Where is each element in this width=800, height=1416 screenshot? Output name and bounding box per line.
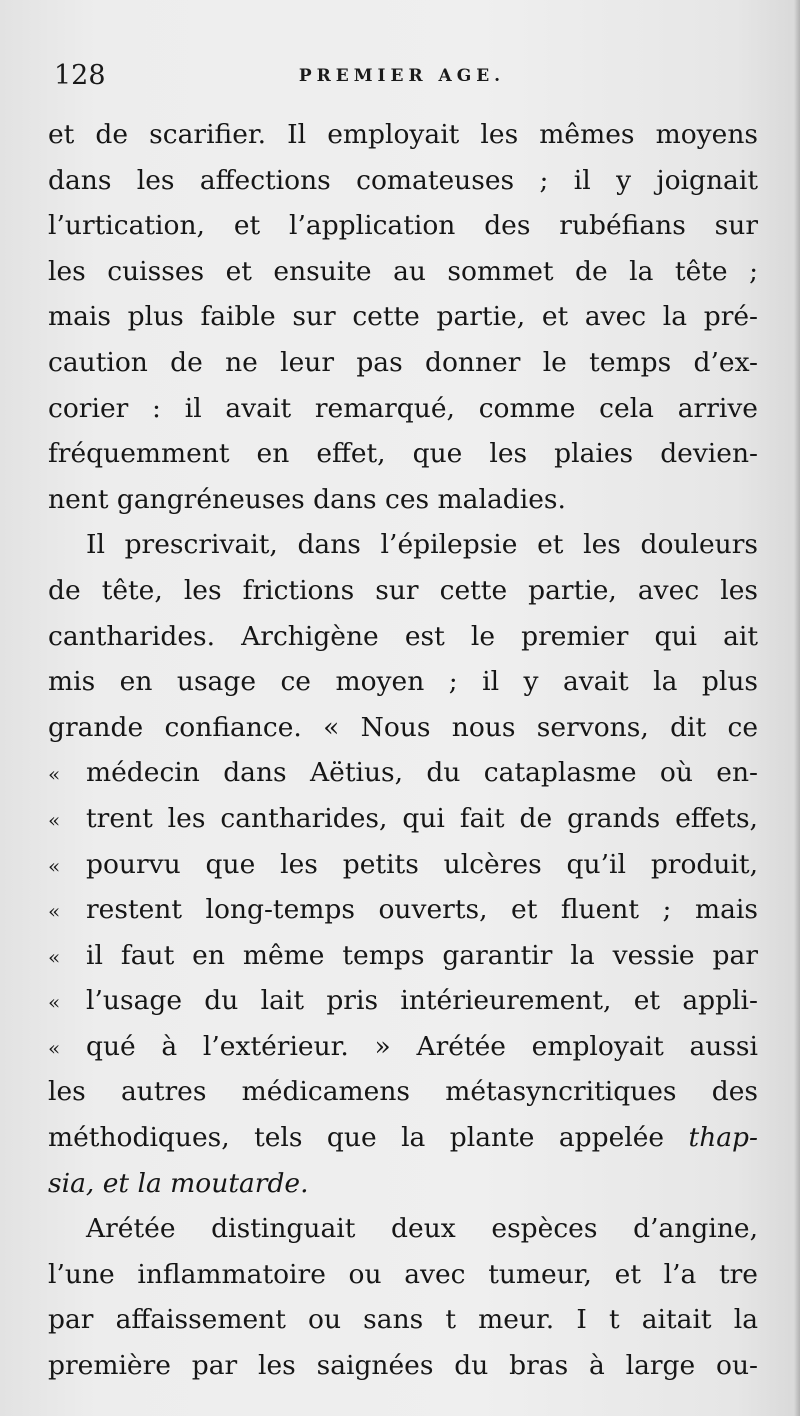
page-edge-shadow bbox=[794, 0, 800, 1416]
quote-line: « restent long-temps ouverts, et fluent ; mais bbox=[48, 887, 758, 933]
text-line: dans les affections comateuses ; il y joignait bbox=[48, 164, 758, 196]
body-text bbox=[48, 112, 758, 1389]
quote-mark: « bbox=[48, 762, 61, 787]
text-line: par affaissement ou sans t meur. I t aitait la bbox=[48, 1304, 758, 1336]
text-line: caution de ne leur pas donner le temps d’ex- bbox=[48, 346, 758, 378]
quote-line: « l’usage du lait pris intérieurement, et appli- bbox=[48, 978, 758, 1024]
running-head: PREMIER AGE. bbox=[298, 66, 506, 86]
page-number: 128 bbox=[54, 60, 106, 91]
quote-mark: « bbox=[48, 899, 61, 924]
text-line: de tête, les frictions sur cette partie, avec les bbox=[48, 574, 758, 606]
paragraph-start-line: Arétée distinguait deux espèces d’angine, bbox=[86, 1213, 758, 1245]
text-line: l’urtication, et l’application des rubéfians sur bbox=[48, 210, 758, 242]
paragraph-start-line: Il prescrivait, dans l’épilepsie et les douleurs bbox=[86, 529, 758, 561]
quote-mark: « bbox=[48, 944, 61, 969]
quote-mark: « bbox=[48, 1035, 61, 1060]
text-line: corier : il avait remarqué, comme cela arrive bbox=[48, 392, 758, 424]
text-line: première par les saignées du bras à large ou- bbox=[48, 1350, 758, 1382]
text-line: l’une inflammatoire ou avec tumeur, et l’a tre bbox=[48, 1258, 758, 1290]
text-line: et de scarifier. Il employait les mêmes moyens bbox=[48, 119, 758, 150]
text-line: méthodiques, tels que la plante appelée thap- bbox=[48, 1122, 758, 1154]
quote-line: « il faut en même temps garantir la vessie par bbox=[48, 933, 758, 979]
page-header bbox=[48, 56, 756, 100]
quote-line: « qué à l’extérieur. » Arétée employait aussi bbox=[48, 1024, 758, 1070]
quote-line: « pourvu que les petits ulcères qu’il produit, bbox=[48, 842, 758, 888]
text-line: cantharides. Archigène est le premier qui ait bbox=[48, 620, 758, 652]
quote-mark: « bbox=[48, 990, 61, 1015]
quote-line: « médecin dans Aëtius, du cataplasme où en- bbox=[48, 750, 758, 796]
text-line: les autres médicamens métasyncritiques des bbox=[48, 1076, 758, 1108]
text-line: sia, et la moutarde. bbox=[48, 1167, 309, 1199]
text-line: grande confiance. « Nous nous servons, dit ce bbox=[48, 711, 758, 743]
quote-line: « trent les cantharides, qui fait de grands effets, bbox=[48, 796, 758, 842]
text-line: nent gangréneuses dans ces maladies. bbox=[48, 483, 566, 515]
text-line: mis en usage ce moyen ; il y avait la plus bbox=[48, 666, 758, 698]
italic-word: thap- bbox=[688, 1122, 758, 1154]
quote-mark: « bbox=[48, 853, 61, 878]
text-line: fréquemment en effet, que les plaies devien- bbox=[48, 438, 758, 470]
text-line: mais plus faible sur cette partie, et avec la pré- bbox=[48, 301, 758, 333]
quote-mark: « bbox=[48, 807, 61, 832]
text-line: les cuisses et ensuite au sommet de la tête ; bbox=[48, 255, 758, 287]
